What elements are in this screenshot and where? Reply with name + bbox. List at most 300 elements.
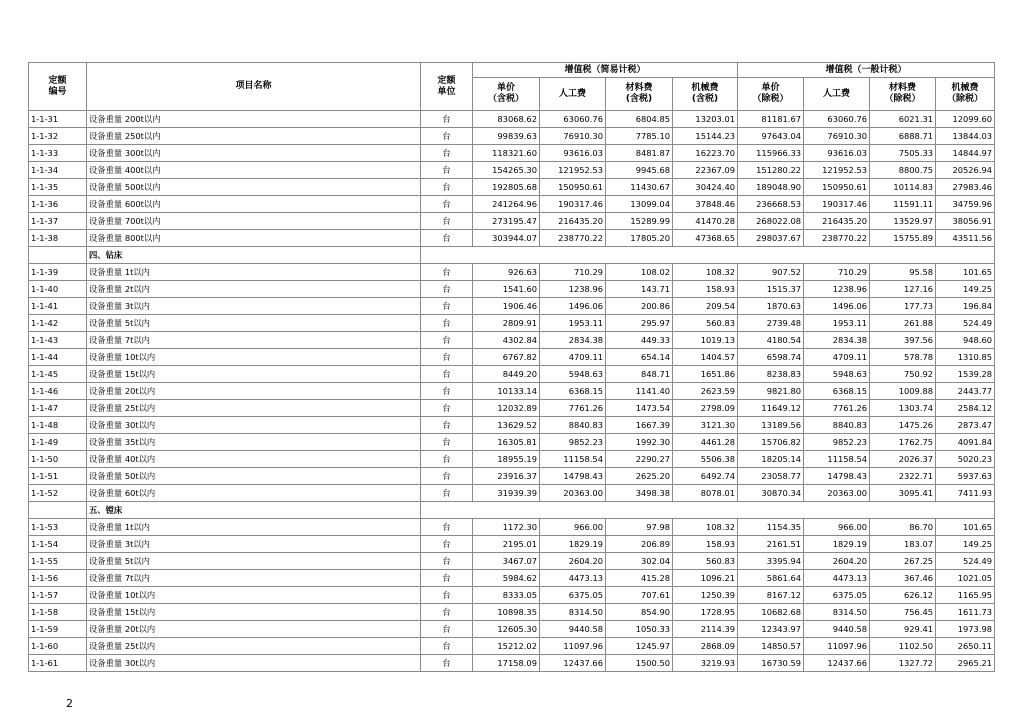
general-labor-cost: 20363.00: [804, 485, 870, 502]
simple-labor-cost: 76910.30: [540, 128, 606, 145]
section-title: 四、钻床: [87, 247, 421, 264]
item-name: 设备重量 300t以内: [87, 145, 421, 162]
simple-labor-cost: 11158.54: [540, 451, 606, 468]
general-unit-price: 13189.56: [738, 417, 804, 434]
general-material-cost: 397.56: [870, 332, 936, 349]
simple-material-cost: 1473.54: [606, 400, 673, 417]
quota-code: 1-1-34: [29, 162, 87, 179]
header-general-machine: 机械费 （除税）: [936, 78, 995, 111]
quota-unit: 台: [421, 179, 473, 196]
simple-material-cost: 1141.40: [606, 383, 673, 400]
general-machine-cost: 27983.46: [936, 179, 995, 196]
table-row: [29, 213, 995, 230]
quota-code: 1-1-36: [29, 196, 87, 213]
quota-code: 1-1-42: [29, 315, 87, 332]
simple-machine-cost: 2114.39: [673, 621, 738, 638]
simple-unit-price: 23916.37: [473, 468, 540, 485]
simple-unit-price: 1172.30: [473, 519, 540, 536]
quota-unit: 台: [421, 553, 473, 570]
quota-code: 1-1-56: [29, 570, 87, 587]
general-labor-cost: 14798.43: [804, 468, 870, 485]
simple-unit-price: 192805.68: [473, 179, 540, 196]
general-machine-cost: 1611.73: [936, 604, 995, 621]
quota-unit: 台: [421, 536, 473, 553]
general-unit-price: 81181.67: [738, 111, 804, 128]
general-labor-cost: 216435.20: [804, 213, 870, 230]
quota-code: 1-1-40: [29, 281, 87, 298]
general-machine-cost: 34759.96: [936, 196, 995, 213]
simple-machine-cost: 15144.23: [673, 128, 738, 145]
general-labor-cost: 11097.96: [804, 638, 870, 655]
item-name: 设备重量 200t以内: [87, 111, 421, 128]
general-labor-cost: 6375.05: [804, 587, 870, 604]
general-machine-cost: 149.25: [936, 536, 995, 553]
table-row: [29, 451, 995, 468]
simple-material-cost: 97.98: [606, 519, 673, 536]
simple-machine-cost: 16223.70: [673, 145, 738, 162]
simple-labor-cost: 4473.13: [540, 570, 606, 587]
quota-code: 1-1-43: [29, 332, 87, 349]
item-name: 设备重量 3t以内: [87, 298, 421, 315]
simple-material-cost: 2290.27: [606, 451, 673, 468]
table-row: [29, 587, 995, 604]
simple-material-cost: 2625.20: [606, 468, 673, 485]
general-material-cost: 267.25: [870, 553, 936, 570]
simple-labor-cost: 9440.58: [540, 621, 606, 638]
general-material-cost: 1102.50: [870, 638, 936, 655]
quota-unit: 台: [421, 349, 473, 366]
item-name: 设备重量 20t以内: [87, 383, 421, 400]
table-row: [29, 315, 995, 332]
simple-machine-cost: 37848.46: [673, 196, 738, 213]
simple-material-cost: 8481.87: [606, 145, 673, 162]
table-body: [29, 111, 995, 672]
simple-unit-price: 12605.30: [473, 621, 540, 638]
table-row: [29, 604, 995, 621]
simple-material-cost: 1050.33: [606, 621, 673, 638]
general-material-cost: 7505.33: [870, 145, 936, 162]
quota-unit: 台: [421, 468, 473, 485]
simple-machine-cost: 158.93: [673, 536, 738, 553]
simple-labor-cost: 5948.63: [540, 366, 606, 383]
item-name: 设备重量 400t以内: [87, 162, 421, 179]
simple-unit-price: 83068.62: [473, 111, 540, 128]
simple-machine-cost: 2623.59: [673, 383, 738, 400]
general-unit-price: 1870.63: [738, 298, 804, 315]
item-name: 设备重量 5t以内: [87, 315, 421, 332]
table-row: [29, 570, 995, 587]
simple-material-cost: 6804.85: [606, 111, 673, 128]
table-row: [29, 230, 995, 247]
item-name: 设备重量 10t以内: [87, 587, 421, 604]
table-row: [29, 179, 995, 196]
item-name: 设备重量 2t以内: [87, 281, 421, 298]
quota-unit: 台: [421, 621, 473, 638]
general-machine-cost: 5937.63: [936, 468, 995, 485]
simple-unit-price: 6767.82: [473, 349, 540, 366]
general-material-cost: 6888.71: [870, 128, 936, 145]
general-machine-cost: 101.65: [936, 519, 995, 536]
simple-unit-price: 10133.14: [473, 383, 540, 400]
general-unit-price: 268022.08: [738, 213, 804, 230]
item-name: 设备重量 20t以内: [87, 621, 421, 638]
section-title: 五、镗床: [87, 502, 421, 519]
general-material-cost: 15755.89: [870, 230, 936, 247]
simple-unit-price: 99839.63: [473, 128, 540, 145]
table-row: [29, 519, 995, 536]
general-material-cost: 367.46: [870, 570, 936, 587]
item-name: 设备重量 15t以内: [87, 604, 421, 621]
general-machine-cost: 1310.85: [936, 349, 995, 366]
general-labor-cost: 121952.53: [804, 162, 870, 179]
header-unit: 定额 单位: [421, 63, 473, 111]
quota-code: 1-1-49: [29, 434, 87, 451]
simple-labor-cost: 14798.43: [540, 468, 606, 485]
table-row: [29, 638, 995, 655]
simple-material-cost: 9945.68: [606, 162, 673, 179]
general-machine-cost: 524.49: [936, 553, 995, 570]
general-unit-price: 10682.68: [738, 604, 804, 621]
general-material-cost: 1762.75: [870, 434, 936, 451]
general-material-cost: 183.07: [870, 536, 936, 553]
item-name: 设备重量 500t以内: [87, 179, 421, 196]
general-unit-price: 97643.04: [738, 128, 804, 145]
quota-unit: 台: [421, 655, 473, 672]
quota-unit: 台: [421, 570, 473, 587]
quota-code: 1-1-50: [29, 451, 87, 468]
general-machine-cost: 196.84: [936, 298, 995, 315]
quota-unit: 台: [421, 145, 473, 162]
simple-machine-cost: 5506.38: [673, 451, 738, 468]
simple-unit-price: 17158.09: [473, 655, 540, 672]
general-unit-price: 1515.37: [738, 281, 804, 298]
simple-material-cost: 11430.67: [606, 179, 673, 196]
general-unit-price: 18205.14: [738, 451, 804, 468]
simple-unit-price: 12032.89: [473, 400, 540, 417]
quota-code: 1-1-59: [29, 621, 87, 638]
quota-unit: 台: [421, 128, 473, 145]
simple-material-cost: 206.89: [606, 536, 673, 553]
general-unit-price: 2161.51: [738, 536, 804, 553]
table-row: [29, 162, 995, 179]
table-row: [29, 145, 995, 162]
simple-material-cost: 108.02: [606, 264, 673, 281]
item-name: 设备重量 30t以内: [87, 417, 421, 434]
section-row: [29, 247, 995, 264]
table-row: [29, 298, 995, 315]
quota-unit: 台: [421, 281, 473, 298]
simple-machine-cost: 1728.95: [673, 604, 738, 621]
simple-material-cost: 302.04: [606, 553, 673, 570]
item-name: 设备重量 15t以内: [87, 366, 421, 383]
simple-machine-cost: 2798.09: [673, 400, 738, 417]
simple-machine-cost: 47368.65: [673, 230, 738, 247]
quota-unit: 台: [421, 604, 473, 621]
general-unit-price: 115966.33: [738, 145, 804, 162]
quota-unit: 台: [421, 400, 473, 417]
general-machine-cost: 101.65: [936, 264, 995, 281]
quota-unit: 台: [421, 366, 473, 383]
simple-unit-price: 3467.07: [473, 553, 540, 570]
section-empty-cell: [421, 247, 995, 264]
simple-machine-cost: 6492.74: [673, 468, 738, 485]
item-name: 设备重量 25t以内: [87, 400, 421, 417]
simple-labor-cost: 9852.23: [540, 434, 606, 451]
general-material-cost: 578.78: [870, 349, 936, 366]
quota-code: 1-1-54: [29, 536, 87, 553]
item-name: 设备重量 7t以内: [87, 570, 421, 587]
simple-machine-cost: 560.83: [673, 553, 738, 570]
general-machine-cost: 7411.93: [936, 485, 995, 502]
general-material-cost: 750.92: [870, 366, 936, 383]
general-material-cost: 1475.26: [870, 417, 936, 434]
simple-unit-price: 118321.60: [473, 145, 540, 162]
header-general-material: 材料费 （除税）: [870, 78, 936, 111]
general-material-cost: 1009.88: [870, 383, 936, 400]
table-row: [29, 264, 995, 281]
table-row: [29, 111, 995, 128]
table-row: [29, 332, 995, 349]
item-name: 设备重量 5t以内: [87, 553, 421, 570]
general-labor-cost: 76910.30: [804, 128, 870, 145]
general-labor-cost: 11158.54: [804, 451, 870, 468]
table-row: [29, 468, 995, 485]
general-unit-price: 15706.82: [738, 434, 804, 451]
simple-labor-cost: 238770.22: [540, 230, 606, 247]
quota-code: 1-1-38: [29, 230, 87, 247]
general-machine-cost: 38056.91: [936, 213, 995, 230]
quota-unit: 台: [421, 638, 473, 655]
simple-unit-price: 303944.07: [473, 230, 540, 247]
quota-unit: 台: [421, 519, 473, 536]
simple-material-cost: 13099.04: [606, 196, 673, 213]
item-name: 设备重量 35t以内: [87, 434, 421, 451]
general-machine-cost: 20526.94: [936, 162, 995, 179]
simple-machine-cost: 209.54: [673, 298, 738, 315]
simple-machine-cost: 1404.57: [673, 349, 738, 366]
simple-material-cost: 1245.97: [606, 638, 673, 655]
simple-material-cost: 1992.30: [606, 434, 673, 451]
quota-code: 1-1-51: [29, 468, 87, 485]
quota-code: 1-1-61: [29, 655, 87, 672]
item-name: 设备重量 25t以内: [87, 638, 421, 655]
quota-code: 1-1-48: [29, 417, 87, 434]
simple-labor-cost: 150950.61: [540, 179, 606, 196]
section-code-cell: [29, 502, 87, 519]
general-unit-price: 3395.94: [738, 553, 804, 570]
general-material-cost: 8800.75: [870, 162, 936, 179]
general-machine-cost: 43511.56: [936, 230, 995, 247]
simple-material-cost: 7785.10: [606, 128, 673, 145]
section-code-cell: [29, 247, 87, 264]
quota-code: 1-1-55: [29, 553, 87, 570]
simple-machine-cost: 108.32: [673, 519, 738, 536]
quota-unit: 台: [421, 315, 473, 332]
general-machine-cost: 2873.47: [936, 417, 995, 434]
quota-unit: 台: [421, 383, 473, 400]
item-name: 设备重量 700t以内: [87, 213, 421, 230]
simple-labor-cost: 1238.96: [540, 281, 606, 298]
item-name: 设备重量 10t以内: [87, 349, 421, 366]
simple-labor-cost: 1829.19: [540, 536, 606, 553]
general-unit-price: 907.52: [738, 264, 804, 281]
simple-material-cost: 1500.50: [606, 655, 673, 672]
general-material-cost: 13529.97: [870, 213, 936, 230]
quota-unit: 台: [421, 264, 473, 281]
simple-material-cost: 654.14: [606, 349, 673, 366]
quota-unit: 台: [421, 332, 473, 349]
quota-unit: 台: [421, 230, 473, 247]
simple-labor-cost: 7761.26: [540, 400, 606, 417]
general-machine-cost: 5020.23: [936, 451, 995, 468]
general-material-cost: 2026.37: [870, 451, 936, 468]
simple-unit-price: 8449.20: [473, 366, 540, 383]
item-name: 设备重量 800t以内: [87, 230, 421, 247]
header-general-price: 单价 （除税）: [738, 78, 804, 111]
simple-machine-cost: 108.32: [673, 264, 738, 281]
header-simple-labor: 人工费: [540, 78, 606, 111]
general-unit-price: 8167.12: [738, 587, 804, 604]
general-unit-price: 11649.12: [738, 400, 804, 417]
general-unit-price: 6598.74: [738, 349, 804, 366]
item-name: 设备重量 50t以内: [87, 468, 421, 485]
general-unit-price: 1154.35: [738, 519, 804, 536]
simple-machine-cost: 560.83: [673, 315, 738, 332]
table-row: [29, 196, 995, 213]
simple-machine-cost: 30424.40: [673, 179, 738, 196]
general-machine-cost: 2584.12: [936, 400, 995, 417]
simple-unit-price: 5984.62: [473, 570, 540, 587]
quota-unit: 台: [421, 196, 473, 213]
table-row: [29, 400, 995, 417]
general-labor-cost: 1238.96: [804, 281, 870, 298]
general-unit-price: 8238.83: [738, 366, 804, 383]
simple-labor-cost: 11097.96: [540, 638, 606, 655]
quota-unit: 台: [421, 587, 473, 604]
general-labor-cost: 4473.13: [804, 570, 870, 587]
quota-code: 1-1-60: [29, 638, 87, 655]
general-labor-cost: 1496.06: [804, 298, 870, 315]
general-material-cost: 11591.11: [870, 196, 936, 213]
general-labor-cost: 2604.20: [804, 553, 870, 570]
table-row: [29, 281, 995, 298]
simple-unit-price: 1541.60: [473, 281, 540, 298]
general-material-cost: 1327.72: [870, 655, 936, 672]
simple-unit-price: 8333.05: [473, 587, 540, 604]
simple-machine-cost: 1651.86: [673, 366, 738, 383]
general-labor-cost: 150950.61: [804, 179, 870, 196]
general-material-cost: 86.70: [870, 519, 936, 536]
simple-material-cost: 854.90: [606, 604, 673, 621]
general-machine-cost: 14844.97: [936, 145, 995, 162]
quota-unit: 台: [421, 213, 473, 230]
general-labor-cost: 6368.15: [804, 383, 870, 400]
general-machine-cost: 2443.77: [936, 383, 995, 400]
general-machine-cost: 149.25: [936, 281, 995, 298]
quota-code: 1-1-31: [29, 111, 87, 128]
rate-table: [28, 62, 995, 672]
header-name: 项目名称: [87, 63, 421, 111]
header-simple-material: 材料费 (含税): [606, 78, 673, 111]
quota-code: 1-1-33: [29, 145, 87, 162]
quota-code: 1-1-46: [29, 383, 87, 400]
quota-code: 1-1-44: [29, 349, 87, 366]
simple-machine-cost: 1096.21: [673, 570, 738, 587]
simple-labor-cost: 710.29: [540, 264, 606, 281]
general-material-cost: 1303.74: [870, 400, 936, 417]
simple-unit-price: 926.63: [473, 264, 540, 281]
item-name: 设备重量 600t以内: [87, 196, 421, 213]
general-material-cost: 127.16: [870, 281, 936, 298]
general-machine-cost: 1165.95: [936, 587, 995, 604]
page-number: 2: [66, 697, 73, 710]
general-labor-cost: 710.29: [804, 264, 870, 281]
simple-unit-price: 241264.96: [473, 196, 540, 213]
simple-labor-cost: 2604.20: [540, 553, 606, 570]
simple-machine-cost: 1019.13: [673, 332, 738, 349]
simple-unit-price: 18955.19: [473, 451, 540, 468]
simple-material-cost: 449.33: [606, 332, 673, 349]
general-unit-price: 298037.67: [738, 230, 804, 247]
general-unit-price: 189048.90: [738, 179, 804, 196]
simple-labor-cost: 121952.53: [540, 162, 606, 179]
simple-labor-cost: 190317.46: [540, 196, 606, 213]
general-material-cost: 177.73: [870, 298, 936, 315]
general-material-cost: 95.58: [870, 264, 936, 281]
simple-unit-price: 16305.81: [473, 434, 540, 451]
table-row: [29, 128, 995, 145]
general-material-cost: 6021.31: [870, 111, 936, 128]
quota-unit: 台: [421, 417, 473, 434]
general-machine-cost: 1021.05: [936, 570, 995, 587]
simple-material-cost: 415.28: [606, 570, 673, 587]
quota-code: 1-1-47: [29, 400, 87, 417]
simple-machine-cost: 4461.28: [673, 434, 738, 451]
table-row: [29, 366, 995, 383]
header-simple-machine: 机械费 (含税): [673, 78, 738, 111]
general-labor-cost: 966.00: [804, 519, 870, 536]
simple-unit-price: 273195.47: [473, 213, 540, 230]
general-labor-cost: 5948.63: [804, 366, 870, 383]
simple-machine-cost: 2868.09: [673, 638, 738, 655]
general-machine-cost: 948.60: [936, 332, 995, 349]
quota-code: 1-1-41: [29, 298, 87, 315]
table-row: [29, 383, 995, 400]
general-labor-cost: 9440.58: [804, 621, 870, 638]
general-unit-price: 30870.34: [738, 485, 804, 502]
general-material-cost: 2322.71: [870, 468, 936, 485]
simple-material-cost: 848.71: [606, 366, 673, 383]
simple-labor-cost: 1953.11: [540, 315, 606, 332]
simple-material-cost: 17805.20: [606, 230, 673, 247]
general-labor-cost: 12437.66: [804, 655, 870, 672]
quota-code: 1-1-58: [29, 604, 87, 621]
simple-machine-cost: 3121.30: [673, 417, 738, 434]
quota-unit: 台: [421, 162, 473, 179]
general-machine-cost: 2650.11: [936, 638, 995, 655]
general-labor-cost: 93616.03: [804, 145, 870, 162]
simple-labor-cost: 6375.05: [540, 587, 606, 604]
general-material-cost: 626.12: [870, 587, 936, 604]
quota-code: 1-1-57: [29, 587, 87, 604]
simple-unit-price: 4302.84: [473, 332, 540, 349]
general-material-cost: 929.41: [870, 621, 936, 638]
header-group-simple: 增值税（简易计税）: [473, 63, 738, 78]
item-name: 设备重量 7t以内: [87, 332, 421, 349]
simple-unit-price: 154265.30: [473, 162, 540, 179]
general-unit-price: 151280.22: [738, 162, 804, 179]
simple-machine-cost: 158.93: [673, 281, 738, 298]
